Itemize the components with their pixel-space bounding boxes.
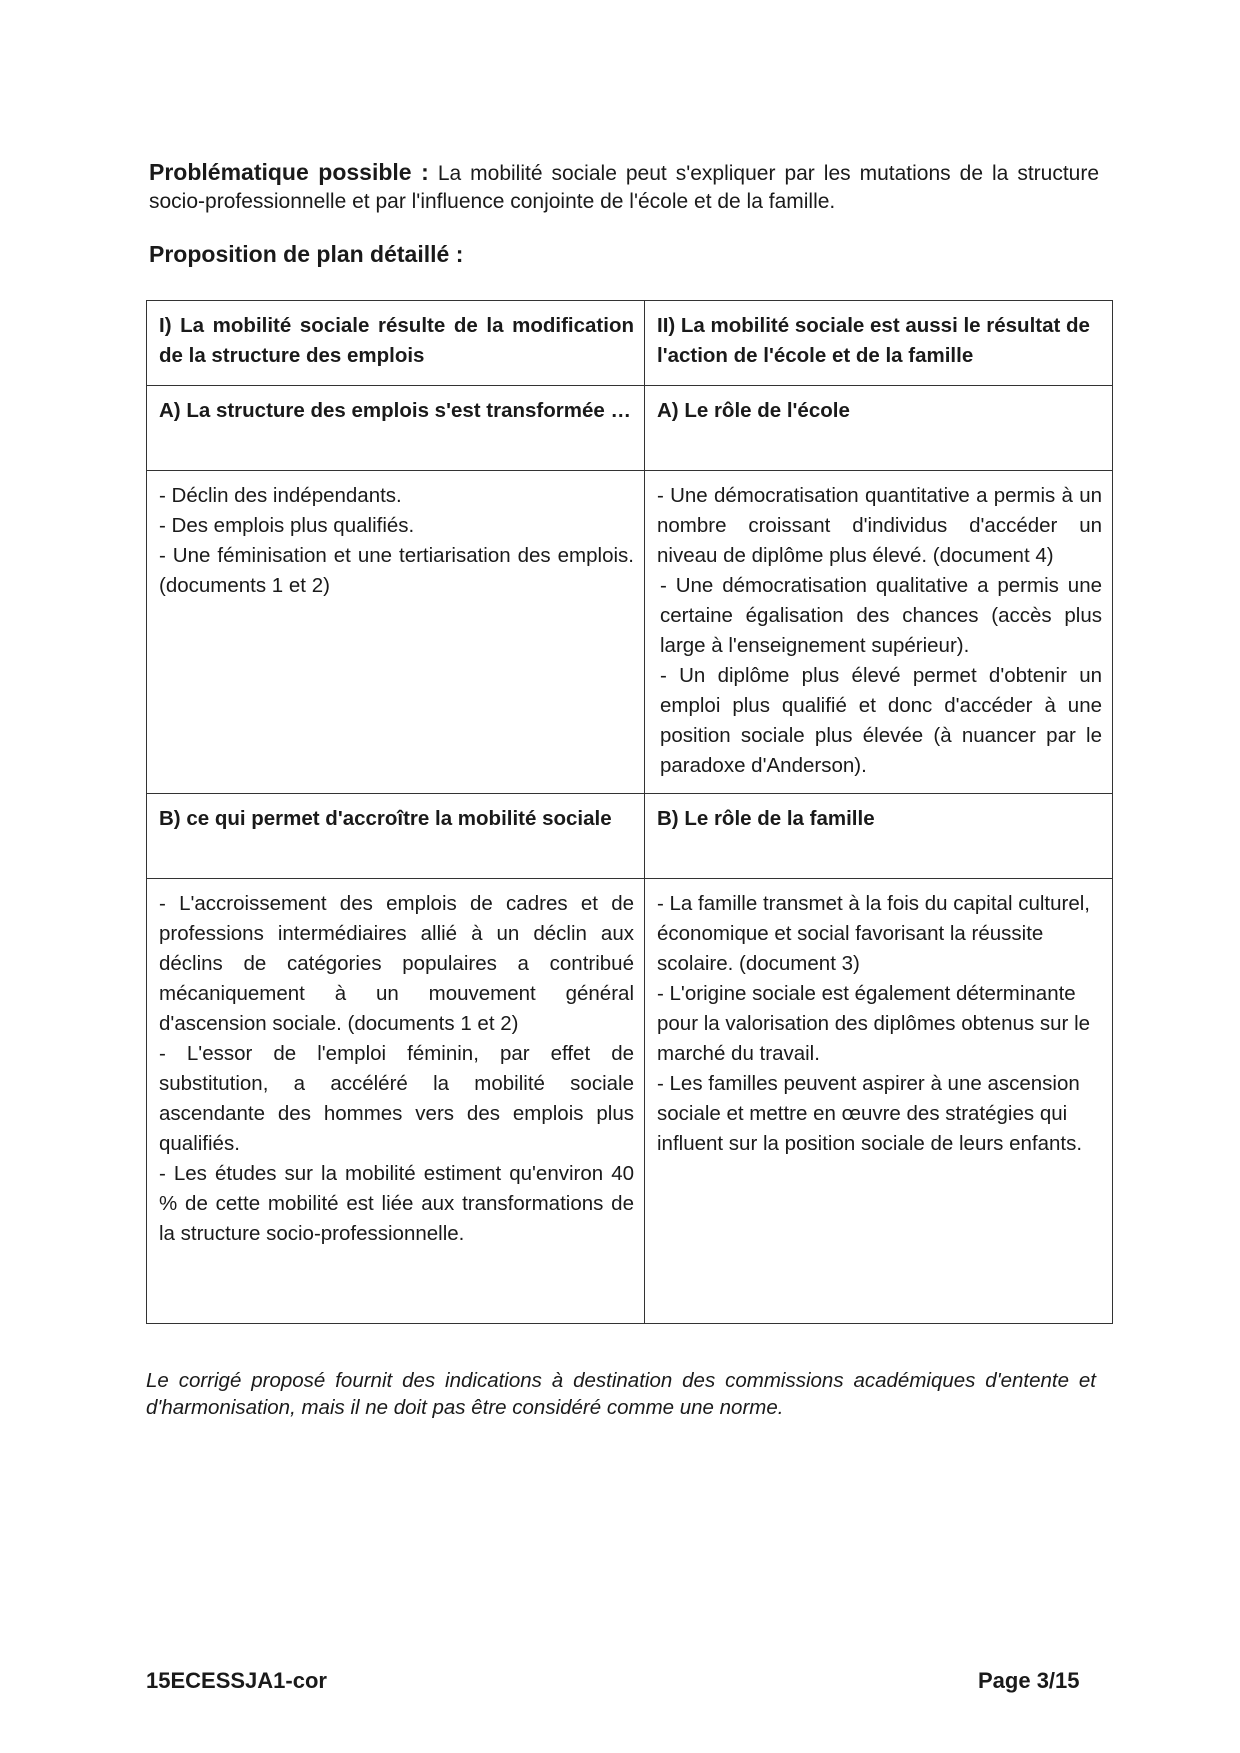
problematique-label: Problématique possible :	[149, 159, 429, 185]
list-item: - La famille transmet à la fois du capital culturel, économique et social favorisant la réussite scolaire. (document 3)	[657, 892, 1090, 975]
list-item: - Des emplois plus qualifiés.	[159, 514, 415, 537]
part2A-content-cell	[645, 471, 1113, 794]
list-item: - L'accroissement des emplois de cadres et de professions intermédiaires allié à un déclin aux déclins de catégories populaires a contribué mécaniquement à un mouvement général d'ascension sociale. (documents 1 et 2)	[159, 892, 634, 1035]
table-row	[147, 879, 1113, 1324]
problematique-paragraph	[149, 158, 1099, 216]
list-item: - Une démocratisation qualitative a permis une certaine égalisation des chances (accès plus large à l'enseignement supérieur).	[660, 574, 1102, 657]
document-code: 15ECESSJA1-cor	[146, 1668, 327, 1693]
list-item: - Déclin des indépendants.	[159, 484, 402, 507]
list-item: - Une démocratisation quantitative a permis à un nombre croissant d'individus d'accéder un niveau de diplôme plus élevé. (document 4)	[657, 484, 1102, 567]
part1B-content-cell	[147, 879, 645, 1324]
problematique-text: La mobilité sociale peut s'expliquer par les mutations de la structure socio-professionnelle et par l'influence conjointe de l'école et de la famille.	[149, 162, 1100, 213]
page-number: Page 3/15	[978, 1668, 1080, 1693]
part2A-title-cell: A) Le rôle de l'école	[645, 386, 1113, 471]
grading-note: Le corrigé proposé fournit des indications à destination des commissions académiques d'entente et d'harmonisation, mais il ne doit pas être considéré comme une norme.	[146, 1369, 1096, 1419]
plan-heading: Proposition de plan détaillé :	[149, 241, 464, 267]
part2-title-cell: II) La mobilité sociale est aussi le résultat de l'action de l'école et de la famille	[645, 301, 1113, 386]
part1-title-cell: I) La mobilité sociale résulte de la modification de la structure des emplois	[147, 301, 645, 386]
part1A-title-cell: A) La structure des emplois s'est transformée …	[147, 386, 645, 471]
list-item: - Une féminisation et une tertiarisation des emplois. (documents 1 et 2)	[159, 544, 634, 597]
part2B-content-cell	[645, 879, 1113, 1324]
part1B-title-cell: B) ce qui permet d'accroître la mobilité sociale	[147, 794, 645, 879]
table-row	[147, 471, 1113, 794]
table-row	[147, 386, 1113, 471]
part1A-content-cell	[147, 471, 645, 794]
list-item: - L'essor de l'emploi féminin, par effet de substitution, a accéléré la mobilité sociale ascendante des hommes vers des emplois plus qualifiés.	[159, 1042, 634, 1155]
plan-table	[146, 300, 1113, 1324]
table-row	[147, 794, 1113, 879]
table-row	[147, 301, 1113, 386]
list-item: - Les études sur la mobilité estiment qu'environ 40 % de cette mobilité est liée aux transformations de la structure socio-professionnelle.	[159, 1162, 634, 1245]
list-item: - L'origine sociale est également déterminante pour la valorisation des diplômes obtenus sur le marché du travail.	[657, 982, 1091, 1065]
list-item: - Un diplôme plus élevé permet d'obtenir un emploi plus qualifié et donc d'accéder à une position sociale plus élevée (à nuancer par le paradoxe d'Anderson).	[660, 664, 1102, 777]
list-item: - Les familles peuvent aspirer à une ascension sociale et mettre en œuvre des stratégies qui influent sur la position sociale de leurs enfants.	[657, 1072, 1083, 1155]
part2B-title-cell: B) Le rôle de la famille	[645, 794, 1113, 879]
